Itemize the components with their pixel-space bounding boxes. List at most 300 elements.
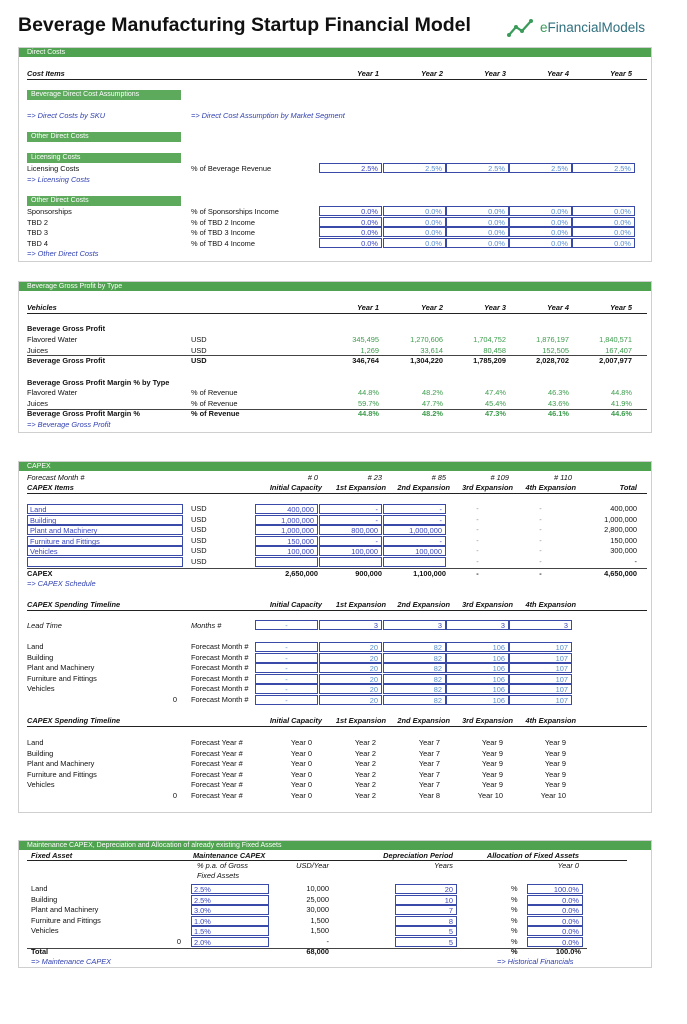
value-cell: Year 0 (290, 769, 312, 779)
direct-costs-panel (18, 47, 652, 262)
row-label: TBD 3 (27, 228, 48, 237)
input-cell[interactable]: 2.5% (383, 163, 446, 173)
value-cell: Year 9 (544, 780, 566, 789)
value-cell: 48.2% (422, 388, 443, 397)
input-cell[interactable]: 0.0% (319, 227, 382, 237)
gross-profit-panel (18, 281, 652, 433)
input-cell[interactable]: 20 (319, 663, 382, 673)
capex-panel (18, 461, 652, 813)
input-cell[interactable]: 100,000 (319, 546, 382, 556)
input-cell[interactable]: 0.0% (319, 238, 382, 248)
row-unit: Forecast Year # (191, 748, 243, 758)
value-cell: 1,304,220 (410, 356, 443, 365)
year-header: Year 3 (484, 303, 506, 312)
input-cell[interactable]: - (383, 536, 446, 546)
value-cell: - (539, 514, 542, 524)
value-cell: Year 0 (290, 780, 312, 789)
row-unit: USD (191, 335, 207, 344)
stage-header: 4th Expansion (525, 716, 576, 725)
month-num: # 85 (431, 473, 446, 482)
row-label: Flavored Water (27, 335, 78, 344)
value-cell: Year 9 (544, 769, 566, 779)
input-cell[interactable]: 0.0% (446, 238, 509, 248)
chart-trend-icon (507, 18, 537, 38)
input-cell[interactable]: 20 (319, 695, 382, 705)
grand-total: 4,650,000 (604, 569, 637, 578)
month-num: # 23 (367, 473, 382, 482)
year-header: Year 1 (357, 303, 379, 312)
col-asset: Fixed Asset (31, 851, 73, 860)
input-cell[interactable]: 0.0% (446, 227, 509, 237)
row-label: Vehicles (27, 684, 55, 693)
row-unit: Forecast Year # (191, 738, 243, 747)
licensing-box: Licensing Costs (27, 153, 181, 163)
input-cell[interactable]: 107 (509, 642, 572, 652)
row-total: 1,000,000 (604, 514, 637, 524)
pct-sym: % (511, 936, 518, 946)
row-unit: USD (191, 514, 207, 524)
stage-header: 3rd Expansion (462, 483, 513, 492)
value-cell: 44.8% (358, 388, 379, 397)
capex-item-label[interactable] (27, 557, 183, 567)
value-cell: 59.7% (358, 398, 379, 408)
col-usd: USD/Year (296, 861, 329, 870)
value-cell: Year 9 (481, 769, 503, 779)
input-cell[interactable]: 0.0% (509, 206, 572, 216)
input-cell[interactable]: 106 (446, 684, 509, 694)
value-cell: 44.6% (611, 409, 632, 418)
forecast-label: Forecast Month # (27, 473, 85, 482)
section-bar: CAPEX (19, 462, 651, 471)
input-cell[interactable]: 0.0% (383, 238, 446, 248)
link-segment[interactable]: => Direct Cost Assumption by Market Segment (191, 111, 345, 120)
row-unit: % of Beverage Revenue (191, 164, 272, 173)
row-label: Licensing Costs (27, 164, 80, 173)
input-cell[interactable]: - (319, 515, 382, 525)
input-cell[interactable]: 8 (395, 916, 457, 926)
input-cell[interactable]: 2.5% (191, 895, 269, 905)
row-unit: Forecast Month # (191, 642, 249, 651)
input-cell[interactable]: 20 (319, 653, 382, 663)
row-unit: % of Revenue (191, 398, 238, 408)
input-cell[interactable]: 0.0% (572, 227, 635, 237)
value-cell: - (476, 504, 479, 513)
row-unit: Forecast Year # (191, 769, 243, 779)
input-cell[interactable]: 5 (395, 937, 457, 947)
input-cell[interactable]: 2.5% (319, 163, 382, 173)
value-cell: 44.8% (358, 409, 379, 418)
input-cell[interactable]: - (255, 663, 318, 673)
input-cell[interactable] (319, 557, 382, 567)
pct-sym: % (511, 905, 518, 914)
row-unit: Forecast Year # (191, 780, 243, 789)
input-cell[interactable]: 106 (446, 674, 509, 684)
value-cell: Year 0 (290, 790, 312, 800)
input-cell[interactable]: 0.0% (527, 926, 583, 936)
input-cell[interactable]: 0.0% (446, 206, 509, 216)
month-num: # 109 (490, 473, 509, 482)
input-cell[interactable]: 1,000,000 (255, 525, 318, 535)
col-maint-sub2: Fixed Assets (197, 871, 240, 880)
link-historical[interactable]: => Historical Financials (497, 957, 574, 966)
usd-value: 1,500 (310, 926, 329, 935)
row-label: Furniture and Fittings (27, 673, 97, 683)
total-usd: 68,000 (306, 947, 329, 956)
other-box-2: Other Direct Costs (27, 196, 181, 206)
value-cell: Year 9 (544, 759, 566, 768)
input-cell[interactable]: 20 (319, 684, 382, 694)
row-unit: % of TBD 3 Income (191, 228, 255, 237)
value-cell: Year 2 (354, 748, 376, 758)
total-header: Total (619, 483, 637, 492)
assumptions-box: Beverage Direct Cost Assumptions (27, 90, 181, 100)
pct-sym: % (511, 884, 518, 893)
logo-text: eFinancialModels (540, 20, 646, 35)
value-cell: Year 2 (354, 790, 376, 800)
input-cell[interactable]: 3 (383, 620, 446, 630)
value-cell: 1,785,209 (473, 356, 506, 365)
pct-sym: % (511, 915, 518, 925)
link-other[interactable]: => Other Direct Costs (27, 249, 99, 258)
items-label: CAPEX Items (27, 483, 74, 492)
value-cell: 43.6% (548, 398, 569, 408)
input-cell[interactable]: 0.0% (509, 217, 572, 227)
input-cell[interactable]: 7 (395, 905, 457, 915)
value-cell: 44.8% (611, 388, 632, 397)
row-unit: % of Revenue (191, 388, 238, 397)
value-cell: 2,007,977 (599, 356, 632, 365)
row-label: Juices (27, 345, 48, 355)
input-cell[interactable]: 0.0% (527, 905, 583, 915)
total-value: - (539, 569, 542, 578)
section-bar: Maintenance CAPEX, Depreciation and Allocation of already existing Fixed Assets (19, 841, 651, 850)
input-cell[interactable]: 107 (509, 674, 572, 684)
value-cell: 45.4% (485, 398, 506, 408)
year-header: Year 2 (421, 303, 443, 312)
input-cell[interactable]: 0.0% (446, 217, 509, 227)
input-cell[interactable]: 100,000 (383, 546, 446, 556)
input-cell[interactable]: 107 (509, 653, 572, 663)
input-cell[interactable]: - (255, 620, 318, 630)
input-cell[interactable]: 0.0% (383, 217, 446, 227)
stage-header: 1st Expansion (335, 483, 386, 492)
row-label: Juices (27, 398, 48, 408)
input-cell[interactable]: 400,000 (255, 504, 318, 514)
input-cell[interactable]: - (255, 653, 318, 663)
input-cell[interactable]: - (255, 684, 318, 694)
input-cell[interactable]: 107 (509, 684, 572, 694)
year-header: Year 5 (610, 303, 632, 312)
input-cell[interactable]: 106 (446, 695, 509, 705)
row-label: Building (31, 894, 58, 904)
row-label: Furniture and Fittings (27, 769, 97, 779)
col-maint-sub1: % p.a. of Gross (197, 861, 248, 870)
col-alloc: Allocation of Fixed Assets (486, 851, 579, 860)
input-cell[interactable]: 82 (383, 642, 446, 652)
capex-item-label[interactable]: Vehicles (27, 546, 183, 556)
month-num: # 110 (554, 473, 572, 482)
row-total: 300,000 (610, 546, 637, 555)
row-total: 400,000 (610, 504, 637, 513)
value-cell: - (476, 514, 479, 524)
input-cell[interactable]: 0.0% (527, 937, 583, 947)
input-cell[interactable]: 800,000 (319, 525, 382, 535)
input-cell[interactable]: 2.5% (572, 163, 635, 173)
input-cell[interactable]: 10 (395, 895, 457, 905)
usd-value: 10,000 (306, 884, 329, 893)
input-cell[interactable]: 100.0% (527, 884, 583, 894)
value-cell: Year 2 (354, 780, 376, 789)
value-cell: Year 9 (481, 748, 503, 758)
value-cell: 346,764 (352, 356, 379, 365)
usd-value: 30,000 (306, 905, 329, 914)
row-unit: USD (191, 345, 207, 355)
value-cell: 1,704,752 (473, 335, 506, 344)
value-cell: 1,269 (360, 345, 379, 355)
link-gp[interactable]: => Beverage Gross Profit (27, 420, 111, 429)
input-cell[interactable]: 82 (383, 695, 446, 705)
input-cell[interactable]: 106 (446, 642, 509, 652)
value-cell: Year 10 (540, 790, 566, 800)
row-label: Building (27, 748, 54, 758)
stage-header: 4th Expansion (525, 483, 576, 492)
value-cell: Year 7 (418, 780, 440, 789)
total-value: 2,650,000 (285, 569, 318, 578)
value-cell: - (476, 556, 479, 566)
value-cell: - (476, 546, 479, 555)
capex-item-label[interactable]: Building (27, 515, 183, 525)
value-cell: 48.2% (422, 409, 443, 418)
input-cell[interactable]: 0.0% (572, 206, 635, 216)
year-header: Year 2 (421, 69, 443, 78)
row-label: Sponsorships (27, 207, 72, 216)
stage-header: 3rd Expansion (462, 600, 513, 609)
usd-value: 25,000 (306, 894, 329, 904)
col-dep-sub: Years (434, 861, 453, 870)
pct-sym: % (511, 894, 518, 904)
row-unit: Forecast Month # (191, 673, 249, 683)
input-cell[interactable]: 2.5% (191, 884, 269, 894)
value-cell: Year 8 (418, 790, 440, 800)
year-header: Year 4 (547, 303, 569, 312)
input-cell[interactable]: 3 (446, 620, 509, 630)
row-label: Plant and Machinery (27, 663, 95, 672)
value-cell: - (539, 556, 542, 566)
value-cell: Year 9 (481, 780, 503, 789)
input-cell[interactable] (255, 557, 318, 567)
input-cell[interactable]: 0.0% (572, 217, 635, 227)
link-capex[interactable]: => CAPEX Schedule (27, 579, 96, 588)
input-cell[interactable]: - (383, 504, 446, 514)
input-cell[interactable]: 0.0% (319, 217, 382, 227)
value-cell: - (539, 504, 542, 513)
value-cell: Year 9 (544, 748, 566, 758)
total-label: Beverage Gross Profit Margin % (27, 409, 140, 418)
value-cell: Year 7 (418, 738, 440, 747)
input-cell[interactable]: 0.0% (572, 238, 635, 248)
section-bar: Beverage Gross Profit by Type (19, 282, 651, 291)
input-cell[interactable]: 2.5% (446, 163, 509, 173)
row-total: - (634, 556, 637, 566)
total-unit: % of Revenue (191, 409, 240, 418)
link-sku[interactable]: => Direct Costs by SKU (27, 111, 106, 120)
total-label: Total (31, 947, 49, 956)
input-cell[interactable]: 0.0% (383, 227, 446, 237)
value-cell: 47.4% (485, 388, 506, 397)
value-cell: 1,840,571 (599, 335, 632, 344)
col-maint: Maintenance CAPEX (193, 851, 266, 860)
input-cell[interactable]: 82 (383, 684, 446, 694)
stage-header: 1st Expansion (335, 716, 386, 725)
row-unit: Forecast Year # (191, 790, 243, 800)
input-cell[interactable]: 2.0% (191, 937, 269, 947)
row-label: Land (31, 884, 48, 893)
row-unit: USD (191, 556, 207, 566)
input-cell[interactable]: 100,000 (255, 546, 318, 556)
link-maintenance[interactable]: => Maintenance CAPEX (31, 957, 112, 966)
stage-header: Initial Capacity (269, 483, 322, 492)
value-cell: Year 0 (290, 759, 312, 768)
year-header: Year 5 (610, 69, 632, 78)
input-cell[interactable]: 107 (509, 695, 572, 705)
input-cell[interactable]: 1.5% (191, 926, 269, 936)
total-value: 900,000 (355, 569, 382, 578)
input-cell[interactable]: - (319, 536, 382, 546)
input-cell[interactable]: 106 (446, 663, 509, 673)
col-label: Cost Items (27, 69, 65, 78)
row-prefix: 0 (176, 936, 181, 946)
value-cell: 2,028,702 (536, 356, 569, 365)
row-label: Building (27, 652, 54, 662)
section-bar: Direct Costs (19, 48, 651, 57)
value-cell: 1,876,197 (536, 335, 569, 344)
input-cell[interactable]: 3.0% (191, 905, 269, 915)
value-cell: 47.7% (422, 398, 443, 408)
row-unit: Forecast Year # (191, 759, 243, 768)
value-cell: 46.3% (548, 388, 569, 397)
value-cell: Year 10 (477, 790, 503, 800)
value-cell: Year 9 (481, 759, 503, 768)
row-total: 2,800,000 (604, 525, 637, 534)
input-cell[interactable]: 20 (319, 642, 382, 652)
value-cell: 47.3% (485, 409, 506, 418)
input-cell[interactable]: 82 (383, 653, 446, 663)
year-header: Year 3 (484, 69, 506, 78)
capex-item-label[interactable]: Furniture and Fittings (27, 536, 183, 546)
value-cell: 167,407 (605, 345, 632, 355)
value-cell: Year 9 (544, 738, 566, 747)
value-cell: 1,270,606 (410, 335, 443, 344)
value-cell: 33,614 (420, 345, 443, 355)
row-unit: USD (191, 504, 207, 513)
input-cell[interactable]: 0.0% (383, 206, 446, 216)
value-cell: 80,458 (483, 345, 506, 355)
row-label: Furniture and Fittings (31, 915, 101, 925)
timeline-title: CAPEX Spending Timeline (27, 600, 121, 609)
input-cell[interactable]: - (255, 642, 318, 652)
row-unit: USD (191, 546, 207, 555)
stage-header: 1st Expansion (335, 600, 386, 609)
row-prefix: 0 (172, 694, 177, 704)
input-cell[interactable]: 0.0% (319, 206, 382, 216)
pct-sym: % (511, 926, 518, 935)
other-box: Other Direct Costs (27, 132, 181, 142)
maintenance-panel (18, 840, 652, 968)
input-cell[interactable]: 106 (446, 653, 509, 663)
stage-header: Initial Capacity (269, 716, 322, 725)
row-unit: Forecast Month # (191, 684, 249, 693)
value-cell: Year 2 (354, 759, 376, 768)
usd-value: 1,500 (310, 915, 329, 925)
gp-heading: Beverage Gross Profit (27, 324, 106, 333)
input-cell[interactable]: - (319, 504, 382, 514)
total-label: CAPEX (27, 569, 53, 578)
input-cell[interactable]: 1,000,000 (383, 525, 446, 535)
stage-header: Initial Capacity (269, 600, 322, 609)
total-unit: USD (191, 356, 207, 365)
value-cell: Year 0 (290, 748, 312, 758)
total-value: - (476, 569, 479, 578)
input-cell[interactable]: 0.0% (509, 227, 572, 237)
input-cell[interactable]: 107 (509, 663, 572, 673)
value-cell: Year 2 (354, 769, 376, 779)
row-unit: % of TBD 2 Income (191, 217, 255, 227)
lead-label: Lead Time (27, 621, 62, 630)
input-cell[interactable]: - (255, 695, 318, 705)
input-cell[interactable]: 5 (395, 926, 457, 936)
timeline-title-2: CAPEX Spending Timeline (27, 716, 121, 725)
input-cell[interactable]: 1,000,000 (255, 515, 318, 525)
input-cell[interactable]: 0.0% (527, 895, 583, 905)
input-cell[interactable]: 1.0% (191, 916, 269, 926)
value-cell: 152,505 (542, 345, 569, 355)
value-cell: Year 7 (418, 769, 440, 779)
input-cell[interactable]: - (255, 674, 318, 684)
input-cell[interactable] (383, 557, 446, 567)
input-cell[interactable]: 150,000 (255, 536, 318, 546)
capex-item-label[interactable]: Land (27, 504, 183, 514)
input-cell[interactable]: 2.5% (509, 163, 572, 173)
input-cell[interactable]: 0.0% (527, 916, 583, 926)
value-cell: Year 9 (481, 738, 503, 747)
input-cell[interactable]: 20 (319, 674, 382, 684)
row-unit: USD (191, 535, 207, 545)
capex-item-label[interactable]: Plant and Machinery (27, 525, 183, 535)
row-label: Land (27, 738, 44, 747)
year-header: Year 1 (357, 69, 379, 78)
row-label: Flavored Water (27, 388, 78, 397)
input-cell[interactable]: 3 (319, 620, 382, 630)
row-unit: USD (191, 525, 207, 534)
lead-unit: Months # (191, 621, 222, 630)
total-sym: % (511, 947, 518, 956)
input-cell[interactable]: 82 (383, 674, 446, 684)
input-cell[interactable]: 0.0% (509, 238, 572, 248)
input-cell[interactable]: 3 (509, 620, 572, 630)
value-cell: Year 2 (354, 738, 376, 747)
input-cell[interactable]: 20 (395, 884, 457, 894)
row-label: Vehicles (31, 926, 59, 935)
margin-heading: Beverage Gross Profit Margin % by Type (27, 378, 170, 387)
row-label: Plant and Machinery (27, 759, 95, 768)
row-label: TBD 4 (27, 238, 48, 248)
input-cell[interactable]: - (383, 515, 446, 525)
input-cell[interactable]: 82 (383, 663, 446, 673)
page-title: Beverage Manufacturing Startup Financial Model (18, 14, 471, 36)
value-cell: 345,495 (352, 335, 379, 344)
link-licensing[interactable]: => Licensing Costs (27, 175, 90, 184)
row-prefix: 0 (172, 790, 177, 800)
